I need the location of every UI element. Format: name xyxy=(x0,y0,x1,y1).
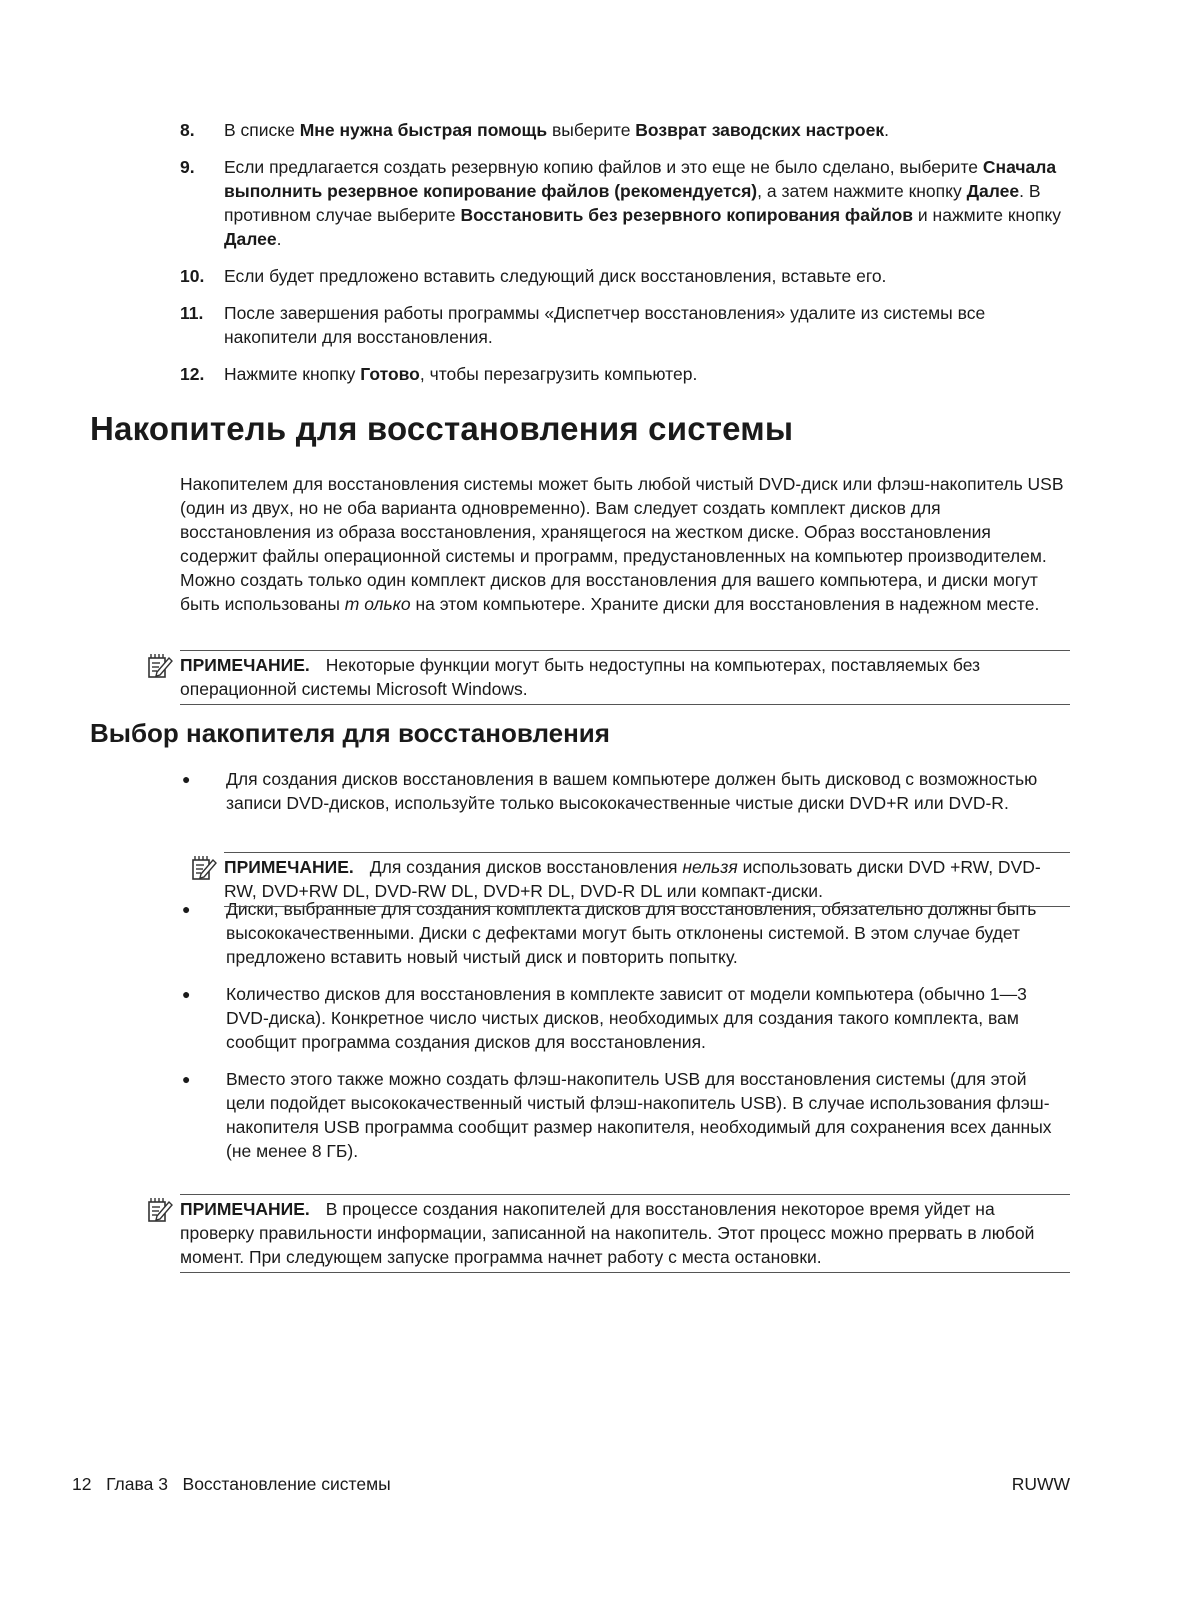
note-text: Для создания дисков восстановления xyxy=(369,857,683,877)
note-text-end: использовать диски DVD +RW, DVD-RW, DVD+RW DL, DVD-RW DL, DVD+R DL, DVD-R DL или компакт-диски. xyxy=(224,857,1041,901)
bullet-list xyxy=(180,767,1070,1163)
step-number: 8. xyxy=(180,120,195,140)
bullet-text: Вместо этого также можно создать флэш-накопитель USB для восстановления системы (для этой цели подойдет высококачественный чистый флэш-накопитель USB). В случае использования флэш-накопителя USB программа сообщит размер накопителя, необходимый для сохранения всех данных (не менее 8 ГБ). xyxy=(226,1069,1052,1161)
step-text-run: , а затем нажмите кнопку xyxy=(757,181,967,201)
step-text xyxy=(224,362,1070,386)
step-text-run: Если будет предложено вставить следующий диск восстановления, вставьте его. xyxy=(224,266,887,286)
paragraph-emphasis: т олько xyxy=(344,594,411,614)
ui-term: Возврат заводских настроек xyxy=(635,120,885,140)
chapter-title: Восстановление системы xyxy=(182,1474,391,1494)
note-emphasis: нельзя xyxy=(682,857,738,877)
step-text xyxy=(224,264,1070,288)
note-icon xyxy=(147,1197,173,1223)
numbered-steps xyxy=(180,118,1070,399)
step-text-run: выберите xyxy=(547,120,636,140)
step-text-run: и нажмите кнопку xyxy=(913,205,1062,225)
step-text-run: . В противном случае выберите xyxy=(224,181,1041,225)
step-text xyxy=(224,301,1070,349)
note-box xyxy=(180,1194,1070,1273)
list-item xyxy=(180,301,1070,349)
chapter-label: Глава 3 xyxy=(106,1474,168,1494)
note-box xyxy=(224,852,1070,907)
bullet-text: Диски, выбранные для создания комплекта дисков для восстановления, обязательно должны быть высококачественными. Диски с дефектами могут быть отклонены системой. В этом случае будет предложено вставить новый чистый диск и повторить попытку. xyxy=(226,899,1037,967)
step-text-run: . xyxy=(276,229,282,249)
bullet-text: Для создания дисков восстановления в вашем компьютере должен быть дисковод с возможностью записи DVD-дисков, используйте только высококачественные чистые диски DVD+R или DVD-R. xyxy=(226,769,1038,813)
note-text: Некоторые функции могут быть недоступны на компьютерах, поставляемых без операционной системы Microsoft Windows. xyxy=(180,655,981,699)
step-number: 11. xyxy=(180,303,204,323)
step-text-run: Нажмите кнопку xyxy=(224,364,361,384)
list-item xyxy=(180,118,1070,142)
page-number: 12 xyxy=(72,1474,92,1494)
step-number: 10. xyxy=(180,266,205,286)
note-label: ПРИМЕЧАНИЕ. xyxy=(180,1199,310,1219)
note-icon xyxy=(147,653,173,679)
footer-right: RUWW xyxy=(1011,1474,1070,1494)
list-item xyxy=(180,767,1070,815)
list-item xyxy=(180,362,1070,386)
list-item xyxy=(180,264,1070,288)
ui-term: Мне нужна быстрая помощь xyxy=(299,120,548,140)
step-text-run: Если предлагается создать резервную копию файлов и это еще не было сделано, выберите xyxy=(224,157,983,177)
paragraph-text: Накопителем для восстановления системы может быть любой чистый DVD-диск или флэш-накопитель USB (один из двух, но не оба варианта одновременно). Вам следует создать комплект дисков для восстановления из образа восстановления, хранящегося на жестком диске. Образ восстановления содержит файлы операционной системы и программ, предустановленных на компьютер производителем. Можно создать только один комплект дисков для восстановления для вашего компьютера, и диски могут быть использованы xyxy=(180,474,1064,614)
step-text-run: В списке xyxy=(224,120,300,140)
note-text: В процессе создания накопителей для восстановления некоторое время уйдет на проверку правильности информации, записанной на накопитель. Этот процесс можно прервать в любой момент. При следующем запуске программа начнет работу с места остановки. xyxy=(180,1199,1035,1267)
list-item xyxy=(180,1067,1070,1163)
bullet-icon: ● xyxy=(182,901,191,917)
step-number: 12. xyxy=(180,364,205,384)
ui-term: Восстановить без резервного копирования файлов xyxy=(460,205,914,225)
step-text xyxy=(224,155,1070,251)
step-text-run: , чтобы перезагрузить компьютер. xyxy=(419,364,698,384)
footer-left xyxy=(72,1472,391,1496)
bullet-icon: ● xyxy=(182,986,191,1002)
paragraph-text-end: на этом компьютере. Храните диски для восстановления в надежном месте. xyxy=(410,594,1040,614)
step-text xyxy=(224,118,1070,142)
section-paragraph xyxy=(180,472,1070,616)
subsection-title: Выбор накопителя для восстановления xyxy=(90,718,610,748)
ui-term: Сначала выполнить резервное копирование файлов (рекомендуется) xyxy=(224,157,1057,201)
bullet-icon: ● xyxy=(182,1071,191,1087)
list-item xyxy=(180,155,1070,251)
ui-term: Далее xyxy=(966,181,1020,201)
note-label: ПРИМЕЧАНИЕ. xyxy=(180,655,310,675)
step-number: 9. xyxy=(180,157,195,177)
section-title: Накопитель для восстановления системы xyxy=(90,410,794,447)
bullet-icon: ● xyxy=(182,771,191,787)
step-text-run: . xyxy=(884,120,889,140)
ui-term: Далее xyxy=(224,229,277,249)
note-label: ПРИМЕЧАНИЕ. xyxy=(224,857,354,877)
list-item xyxy=(180,982,1070,1054)
list-item xyxy=(180,897,1070,969)
bullet-text: Количество дисков для восстановления в комплекте зависит от модели компьютера (обычно 1—3 DVD-диска). Конкретное число чистых дисков, необходимых для создания такого комплекта, вам сообщит программа создания дисков для восстановления. xyxy=(226,984,1027,1052)
note-box xyxy=(180,650,1070,705)
ui-term: Готово xyxy=(360,364,420,384)
note-icon xyxy=(191,855,217,881)
step-text-run: После завершения работы программы «Диспетчер восстановления» удалите из системы все накопители для восстановления. xyxy=(224,303,986,347)
